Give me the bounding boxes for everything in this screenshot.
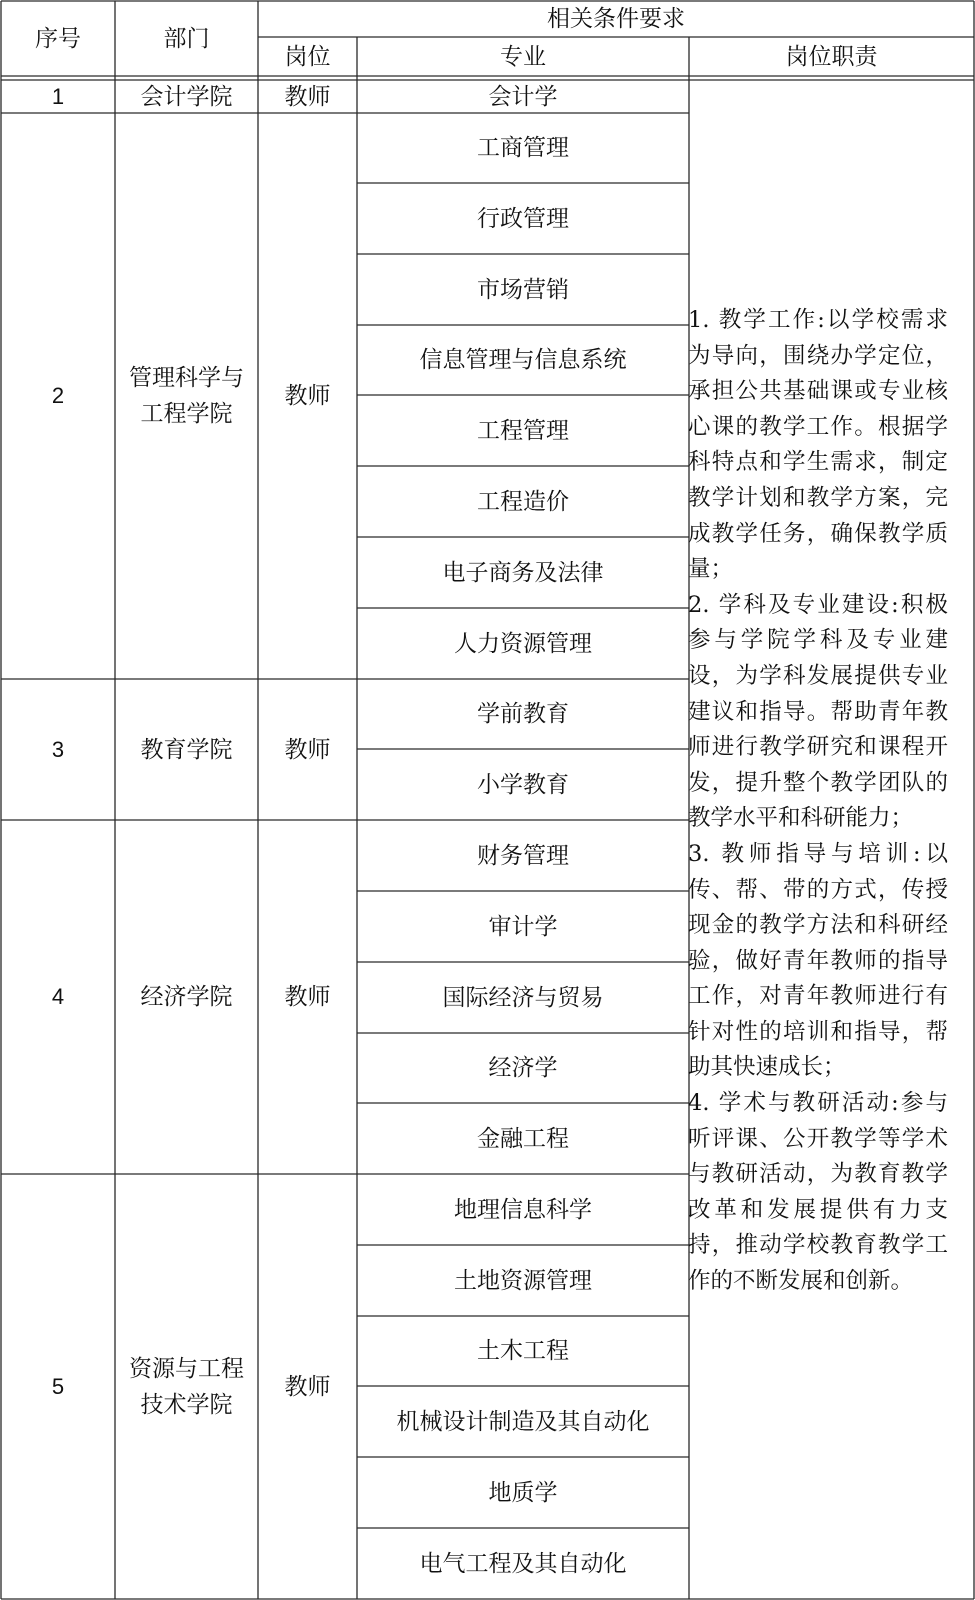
row-3-dept: 教育学院 — [140, 736, 233, 763]
row-1-seq: 1 — [51, 83, 65, 109]
row-2-major-5: 工程管理 — [477, 417, 569, 444]
row-5-dept: 资源与工程技术学院 — [129, 1355, 244, 1418]
row-2-major-4: 信息管理与信息系统 — [419, 347, 627, 373]
duty-item-4: 4. 学术与教研活动:参与听评课、公开教学等学术与教研活动，为教育教学改革和发展提供有力支持，推动学校教育教学工作的不断发展和创新。 — [688, 1090, 948, 1295]
duty-item-2: 2. 学科及专业建设:积极参与学院学科及专业建设，为学科发展提供专业建议和指导。帮助青年教师进行教学研究和课程开发，提升整个教学团队的教学水平和科研能力； — [688, 591, 948, 832]
row-3-seq: 3 — [51, 736, 65, 762]
row-4-major-1: 财务管理 — [477, 842, 569, 869]
row-5-seq: 5 — [51, 1373, 65, 1399]
row-2-major-6: 工程造价 — [477, 488, 569, 515]
row-4-major-2: 审计学 — [488, 913, 558, 940]
duty-item-1: 1. 教学工作:以学校需求为导向，围绕办学定位，承担公共基础课或专业核心课的教学工作。根据学科特点和学生需求，制定教学计划和教学方案，完成教学任务，确保教学质量； — [688, 307, 948, 583]
row-4-major-3: 国际经济与贸易 — [442, 984, 604, 1011]
duty-text — [688, 303, 948, 1300]
row-4-post: 教师 — [284, 984, 331, 1010]
row-5-major-1: 地理信息科学 — [454, 1196, 592, 1223]
header-group: 相关条件要求 — [547, 6, 685, 32]
row-5-major-6: 电气工程及其自动化 — [419, 1550, 627, 1577]
row-2-major-7: 电子商务及法律 — [442, 559, 604, 586]
row-5-major-3: 土木工程 — [477, 1338, 569, 1364]
row-4-major-4: 经济学 — [488, 1055, 558, 1081]
row-5-major-4: 机械设计制造及其自动化 — [396, 1408, 650, 1435]
row-3-major-1: 学前教育 — [477, 701, 569, 727]
header-seq: 序号 — [35, 25, 81, 52]
header-duty: 岗位职责 — [785, 43, 878, 70]
row-3-major-2: 小学教育 — [477, 771, 569, 798]
row-1-dept: 会计学院 — [140, 83, 233, 110]
row-2-dept: 管理科学与工程学院 — [129, 365, 244, 427]
row-2-major-1: 工商管理 — [477, 135, 569, 161]
row-5-post: 教师 — [284, 1373, 331, 1400]
row-3-post: 教师 — [284, 736, 331, 763]
row-2-major-2: 行政管理 — [477, 205, 569, 232]
row-2-major-8: 人力资源管理 — [454, 630, 592, 657]
row-5-major-5: 地质学 — [488, 1479, 558, 1506]
row-4-dept: 经济学院 — [140, 984, 233, 1010]
row-1-major-1: 会计学 — [488, 83, 558, 110]
duty-item-3: 3. 教师指导与培训:以传、帮、带的方式，传授现金的教学方法和科研经验，做好青年教师的指导工作，对青年教师进行有针对性的培训和指导，帮助其快速成长； — [688, 840, 948, 1081]
header-post: 岗位 — [284, 43, 331, 70]
row-5-major-2: 土地资源管理 — [454, 1267, 592, 1294]
row-2-post: 教师 — [284, 383, 331, 409]
row-2-major-3: 市场营销 — [477, 276, 569, 303]
row-4-major-5: 金融工程 — [477, 1125, 569, 1152]
header-major: 专业 — [500, 43, 546, 70]
row-4-seq: 4 — [51, 984, 65, 1009]
header-dept: 部门 — [163, 25, 210, 52]
row-1-post: 教师 — [284, 83, 331, 110]
row-2-seq: 2 — [51, 383, 65, 408]
